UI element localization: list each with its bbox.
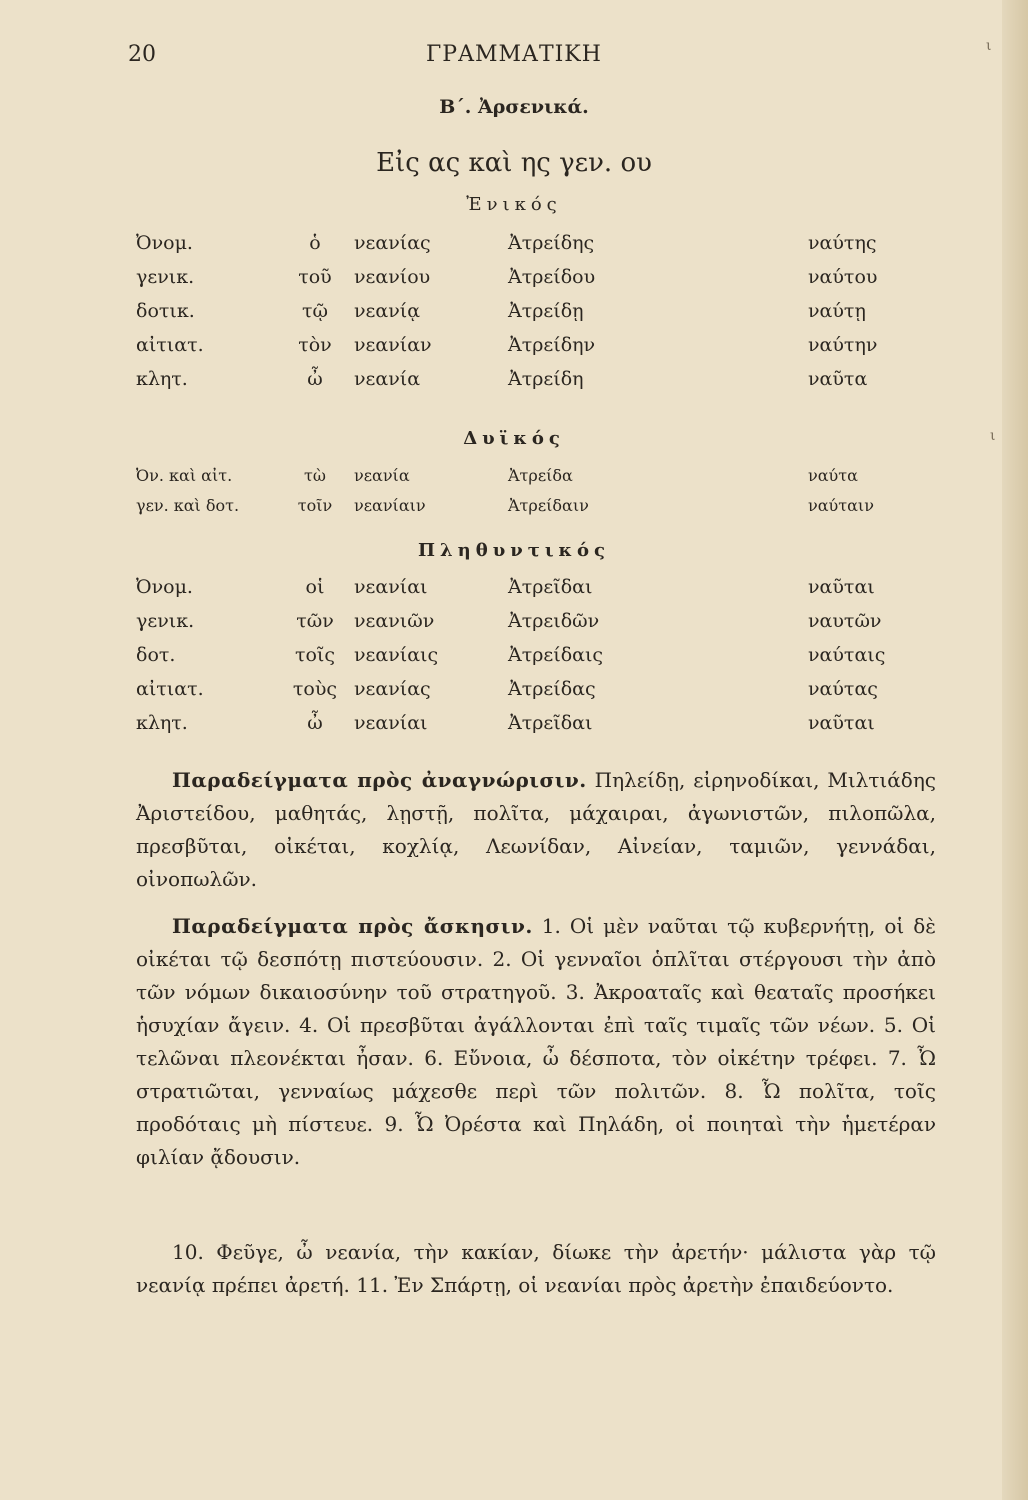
noun-atreides: Ἀτρείδαιν bbox=[508, 495, 589, 515]
noun-neanias: νεανίᾳ bbox=[354, 300, 421, 322]
noun-neanias: νεανία bbox=[354, 368, 421, 390]
case-label: Ὀνομ. bbox=[136, 576, 193, 598]
noun-atreides: Ἀτρείδα bbox=[508, 465, 573, 485]
article: τῷ bbox=[301, 300, 328, 322]
article: ὁ bbox=[309, 232, 321, 254]
margin-mark: ι bbox=[990, 428, 996, 444]
practice-text-2: 10. Φεῦγε, ὦ νεανία, τὴν κακίαν, δίωκε τὴν ἀρετήν· μάλιστα γὰρ τῷ νεανίᾳ πρέπει ἀρετή. 11. Ἐν Σπάρτῃ, οἱ νεανίαι πρὸς ἀρετὴν ἐπαιδεύοντο. bbox=[136, 1240, 936, 1297]
noun-atreides: Ἀτρείδης bbox=[508, 232, 595, 254]
article: τοῖς bbox=[294, 644, 336, 666]
noun-nautes: ναύτα bbox=[808, 465, 858, 485]
article-noun-cell bbox=[276, 226, 508, 260]
case-label: γεν. καὶ δοτ. bbox=[136, 495, 240, 515]
article: ὦ bbox=[307, 712, 323, 734]
plural-row bbox=[136, 570, 938, 604]
noun-nautes: ναῦται bbox=[808, 576, 875, 598]
article-noun-cell bbox=[276, 706, 508, 740]
recognition-text: Πηλείδῃ, εἰρηνοδίκαι, Μιλτιάδης Ἀριστείδου, μαθητάς, λῃστῇ, πολῖτα, μάχαιραι, ἀγωνιστῶν, πιλοπῶλα, πρεσβῦται, οἰκέται, κοχλίᾳ, Λεωνίδαν, Αἰνείαν, ταμιῶν, γεννάδαι, οἰνοπωλῶν. bbox=[136, 768, 936, 891]
dual-table bbox=[136, 460, 938, 520]
article-noun-cell bbox=[276, 362, 508, 396]
article: τοῖν bbox=[297, 495, 333, 515]
noun-nautes: ναύταιν bbox=[808, 495, 874, 515]
plural-label: Πληθυντικός bbox=[418, 540, 610, 561]
margin-mark: ι bbox=[986, 38, 992, 54]
article: τοὺς bbox=[292, 678, 338, 700]
noun-atreides: Ἀτρείδαις bbox=[508, 644, 604, 666]
noun-neanias: νεανίας bbox=[354, 232, 431, 254]
case-label: γενικ. bbox=[136, 610, 195, 632]
plural-table bbox=[136, 570, 938, 740]
noun-neanias: νεανίου bbox=[354, 266, 431, 288]
practice-lead: Παραδείγματα πρὸς ἄσκησιν. bbox=[172, 914, 533, 938]
practice-text: 1. Οἱ μὲν ναῦται τῷ κυβερνήτῃ, οἱ δὲ οἰκέται τῷ δεσπότῃ πιστεύουσιν. 2. Οἱ γενναῖοι ὁπλῖται στέργουσι τὴν ἀπὸ τῶν νόμων δικαιοσύνην τοῦ στρατηγοῦ. 3. Ἀκροαταῖς καὶ θεαταῖς προσήκει ἡσυχίαν ἄγειν. 4. Οἱ πρεσβῦται ἀγάλλονται ἐπὶ ταῖς τιμαῖς τῶν νέων. 5. Οἱ τελῶναι πλεονέκται ἦσαν. 6. Εὔνοια, ὦ δέσποτα, τὸν οἰκέτην τρέφει. 7. Ὦ στρατιῶται, γενναίως μάχεσθε περὶ τῶν πολιτῶν. 8. Ὦ πολῖτα, τοῖς προδόταις μὴ πίστευε. 9. Ὦ Ὀρέστα καὶ Πηλάδη, οἱ ποιηταὶ τὴν ἡμετέραν φιλίαν ᾄδουσιν. bbox=[136, 914, 937, 1169]
article: ὦ bbox=[307, 368, 323, 390]
running-title: ΓΡΑΜΜΑΤΙΚΗ bbox=[426, 42, 602, 67]
singular-row bbox=[136, 294, 938, 328]
case-label: κλητ. bbox=[136, 712, 188, 734]
noun-atreides: Ἀτρεῖδαι bbox=[508, 712, 593, 734]
recognition-lead: Παραδείγματα πρὸς ἀναγνώρισιν. bbox=[172, 768, 587, 792]
dual-row bbox=[136, 490, 938, 520]
noun-nautes: ναύτῃ bbox=[808, 300, 866, 322]
singular-table bbox=[136, 226, 938, 396]
plural-row bbox=[136, 706, 938, 740]
case-label: αἰτιατ. bbox=[136, 334, 204, 356]
article: τοῦ bbox=[298, 266, 332, 288]
noun-nautes: ναύτας bbox=[808, 678, 878, 700]
plural-row bbox=[136, 604, 938, 638]
recognition-exercise bbox=[136, 764, 936, 896]
section-title: Β΄. Ἀρσενικά. bbox=[439, 96, 589, 118]
noun-neanias: νεανίαις bbox=[354, 644, 439, 666]
plural-row bbox=[136, 638, 938, 672]
case-label: δοτ. bbox=[136, 644, 176, 666]
noun-neanias: νεανία bbox=[354, 465, 410, 485]
noun-neanias: νεανίας bbox=[354, 678, 431, 700]
noun-nautes: ναύτης bbox=[808, 232, 877, 254]
noun-neanias: νεανίαι bbox=[354, 712, 428, 734]
case-label: δοτικ. bbox=[136, 300, 195, 322]
article-noun-cell bbox=[276, 672, 508, 706]
article-noun-cell bbox=[276, 460, 508, 490]
noun-nautes: ναῦτα bbox=[808, 368, 868, 390]
practice-exercise-cont bbox=[136, 1236, 936, 1302]
noun-atreides: Ἀτρείδας bbox=[508, 678, 596, 700]
article-noun-cell bbox=[276, 490, 508, 520]
singular-row bbox=[136, 362, 938, 396]
dual-row bbox=[136, 460, 938, 490]
article-noun-cell bbox=[276, 294, 508, 328]
noun-atreides: Ἀτρειδῶν bbox=[508, 610, 600, 632]
case-label: αἰτιατ. bbox=[136, 678, 204, 700]
singular-row bbox=[136, 226, 938, 260]
noun-nautes: ναύτου bbox=[808, 266, 878, 288]
noun-nautes: ναυτῶν bbox=[808, 610, 882, 632]
noun-atreides: Ἀτρεῖδαι bbox=[508, 576, 593, 598]
plural-row bbox=[136, 672, 938, 706]
article-noun-cell bbox=[276, 638, 508, 672]
declension-title: Εἰς ας καὶ ης γεν. ου bbox=[376, 148, 652, 178]
noun-atreides: Ἀτρείδην bbox=[508, 334, 596, 356]
noun-neanias: νεανίαι bbox=[354, 576, 428, 598]
case-label: Ὀνομ. bbox=[136, 232, 193, 254]
noun-neanias: νεανίαν bbox=[354, 334, 432, 356]
noun-nautes: ναύταις bbox=[808, 644, 886, 666]
practice-exercise bbox=[136, 910, 936, 1174]
article: τὼ bbox=[304, 465, 326, 485]
singular-label: Ἐνικός bbox=[466, 194, 562, 215]
noun-nautes: ναύτην bbox=[808, 334, 878, 356]
noun-atreides: Ἀτρείδῃ bbox=[508, 300, 584, 322]
case-label: κλητ. bbox=[136, 368, 188, 390]
noun-neanias: νεανίαιν bbox=[354, 495, 426, 515]
noun-atreides: Ἀτρείδου bbox=[508, 266, 596, 288]
article-noun-cell bbox=[276, 604, 508, 638]
article-noun-cell bbox=[276, 260, 508, 294]
page-edge bbox=[1002, 0, 1028, 1500]
article-noun-cell bbox=[276, 570, 508, 604]
article: τὸν bbox=[298, 334, 332, 356]
noun-nautes: ναῦται bbox=[808, 712, 875, 734]
case-label: γενικ. bbox=[136, 266, 195, 288]
singular-row bbox=[136, 328, 938, 362]
page-number: 20 bbox=[128, 42, 156, 67]
singular-row bbox=[136, 260, 938, 294]
article: τῶν bbox=[296, 610, 334, 632]
noun-neanias: νεανιῶν bbox=[354, 610, 435, 632]
case-label: Ὀν. καὶ αἰτ. bbox=[136, 465, 233, 485]
noun-atreides: Ἀτρείδη bbox=[508, 368, 584, 390]
article: οἱ bbox=[305, 576, 325, 598]
article-noun-cell bbox=[276, 328, 508, 362]
dual-label: Δυϊκός bbox=[463, 428, 565, 449]
